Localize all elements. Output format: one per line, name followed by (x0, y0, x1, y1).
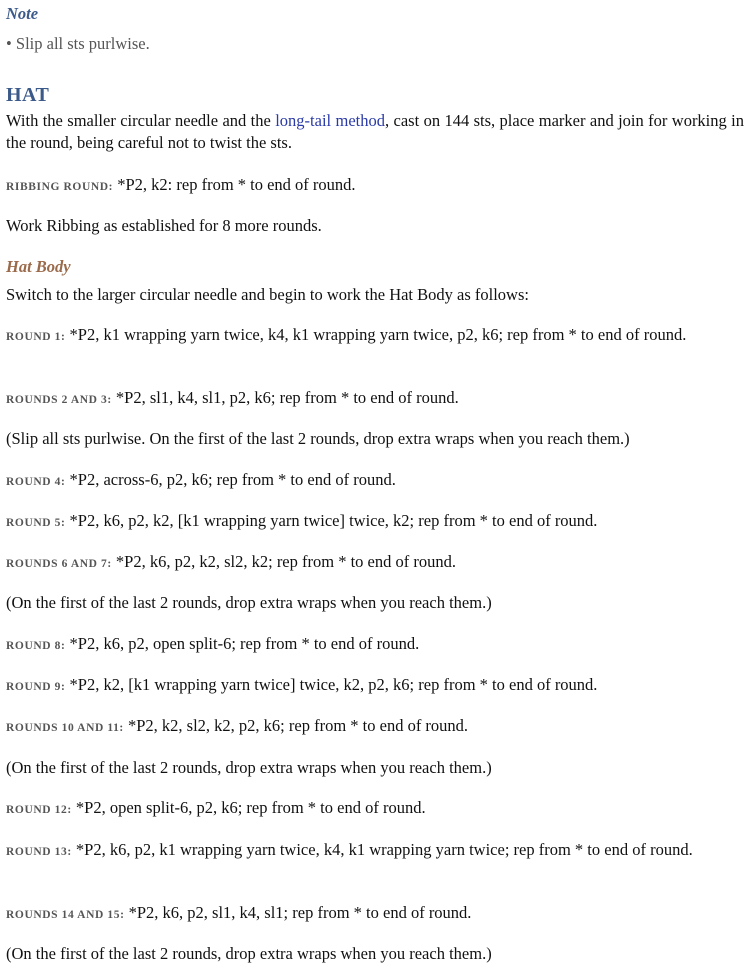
round-text: *P2, k6, p2, k2, [k1 wrapping yarn twice] twice, k2; rep from * to end of round. (65, 511, 598, 530)
round-text: *P2, k2, sl2, k2, p2, k6; rep from * to end of round. (123, 716, 469, 735)
ribbing-round (6, 174, 744, 198)
round-label: ROUND 1: (6, 331, 66, 343)
round-label: ROUND 9: (6, 681, 66, 693)
round-label: ROUND 4: (6, 476, 66, 488)
ribbing-more: Work Ribbing as established for 8 more rounds. (6, 216, 322, 235)
long-tail-method-link[interactable]: long-tail method (275, 111, 386, 130)
hat-body-heading: Hat Body (6, 257, 71, 276)
round-text: *P2, k1 wrapping yarn twice, k4, k1 wrapping yarn twice, p2, k6; rep from * to end of round. (65, 325, 687, 344)
round-1 (6, 324, 744, 348)
ribbing-round-label: RIBBING ROUND: (6, 181, 114, 193)
rounds-10-11 (6, 715, 744, 739)
round-5 (6, 510, 744, 534)
round-text: *P2, k6, p2, sl1, k4, sl1; rep from * to end of round. (124, 903, 472, 922)
round-text: *P2, k6, p2, open split-6; rep from * to end of round. (65, 634, 420, 653)
ribbing-round-text: *P2, k2: rep from * to end of round. (113, 175, 356, 194)
note-item: • Slip all sts purlwise. (6, 34, 150, 53)
hat-body-intro: Switch to the larger circular needle and begin to work the Hat Body as follows: (6, 285, 529, 304)
round-13 (6, 839, 744, 863)
round-text: *P2, k2, [k1 wrapping yarn twice] twice, k2, p2, k6; rep from * to end of round. (65, 675, 598, 694)
rounds-14-15-note: (On the first of the last 2 rounds, drop extra wraps when you reach them.) (6, 944, 492, 963)
rounds-2-3-note: (Slip all sts purlwise. On the first of the last 2 rounds, drop extra wraps when you reach them.) (6, 429, 630, 448)
round-text: *P2, across-6, p2, k6; rep from * to end of round. (65, 470, 396, 489)
hat-intro (6, 110, 744, 154)
rounds-10-11-note: (On the first of the last 2 rounds, drop extra wraps when you reach them.) (6, 758, 492, 777)
round-text: *P2, open split-6, p2, k6; rep from * to end of round. (71, 798, 426, 817)
round-text: *P2, k6, p2, k2, sl2, k2; rep from * to end of round. (111, 552, 456, 571)
round-label: ROUNDS 14 AND 15: (6, 909, 125, 921)
round-text: *P2, k6, p2, k1 wrapping yarn twice, k4, k1 wrapping yarn twice; rep from * to end of round. (71, 840, 693, 859)
round-12 (6, 797, 744, 821)
rounds-2-3 (6, 387, 744, 411)
round-label: ROUND 5: (6, 517, 66, 529)
round-label: ROUND 13: (6, 846, 72, 858)
hat-heading: HAT (6, 84, 50, 106)
hat-intro-end: , cast on 144 sts, place marker and join for working in the round, being careful not to twist the sts. (6, 111, 744, 152)
round-text: *P2, sl1, k4, sl1, p2, k6; rep from * to end of round. (111, 388, 459, 407)
note-heading: Note (6, 4, 39, 23)
round-label: ROUNDS 10 AND 11: (6, 722, 124, 734)
round-label: ROUNDS 6 AND 7: (6, 558, 112, 570)
rounds-6-7 (6, 551, 744, 575)
round-label: ROUNDS 2 AND 3: (6, 394, 112, 406)
rounds-14-15 (6, 902, 744, 926)
round-label: ROUND 12: (6, 804, 72, 816)
rounds-6-7-note: (On the first of the last 2 rounds, drop extra wraps when you reach them.) (6, 593, 492, 612)
round-8 (6, 633, 744, 657)
hat-intro-start: With the smaller circular needle and the (6, 111, 276, 130)
round-label: ROUND 8: (6, 640, 66, 652)
round-4 (6, 469, 744, 493)
round-9 (6, 674, 744, 698)
